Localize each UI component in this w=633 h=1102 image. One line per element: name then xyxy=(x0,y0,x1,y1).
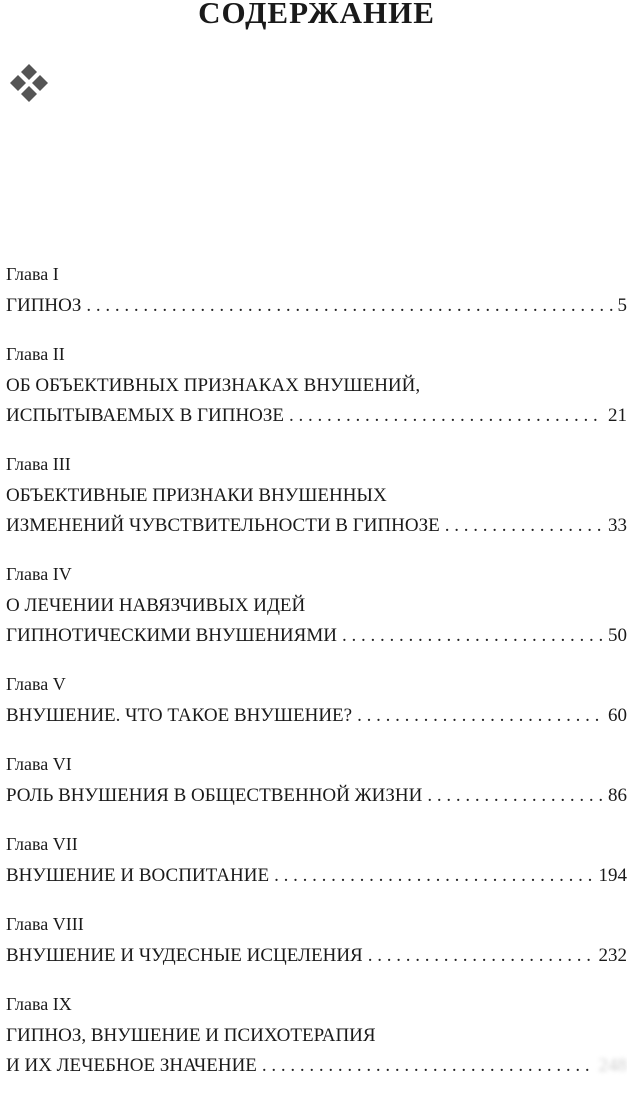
chapter-title: ВНУШЕНИЕ И ЧУДЕСНЫЕ ИСЦЕЛЕНИЯ xyxy=(6,945,363,966)
chapter-label: Глава II xyxy=(6,344,65,364)
chapter-label: Глава VIII xyxy=(6,914,84,934)
chapter-title: ВНУШЕНИЕ И ВОСПИТАНИЕ xyxy=(6,865,270,886)
dot-leader xyxy=(289,401,603,431)
four-diamond-ornament-icon xyxy=(8,62,50,104)
chapter-title: ИЗМЕНЕНИЙ ЧУВСТВИТЕЛЬНОСТИ В ГИПНОЗЕ xyxy=(6,515,440,536)
dot-leader xyxy=(342,621,603,651)
chapter-label: Глава III xyxy=(6,454,71,474)
page-number: 86 xyxy=(608,785,627,806)
entry-line xyxy=(6,621,627,651)
entry-line xyxy=(6,291,627,321)
entry-line xyxy=(6,401,627,431)
dot-leader xyxy=(445,511,603,541)
page-number: 5 xyxy=(617,295,627,316)
chapter-title: ГИПНОТИЧЕСКИМИ ВНУШЕНИЯМИ xyxy=(6,625,337,646)
page-title: СОДЕРЖАНИЕ xyxy=(198,0,435,30)
page-number: 21 xyxy=(608,405,627,426)
toc-entry-chapter-8[interactable] xyxy=(6,912,627,971)
entry-line xyxy=(6,941,627,971)
entry-line xyxy=(6,861,627,891)
chapter-title-line: ОБ ОБЪЕКТИВНЫХ ПРИЗНАКАХ ВНУШЕНИЙ, xyxy=(6,375,421,396)
page-number: 33 xyxy=(608,515,627,536)
toc-entry-chapter-2[interactable] xyxy=(6,342,627,431)
chapter-label: Глава V xyxy=(6,674,66,694)
chapter-label: Глава I xyxy=(6,264,59,284)
chapter-title: ВНУШЕНИЕ. ЧТО ТАКОЕ ВНУШЕНИЕ? xyxy=(6,705,353,726)
chapter-title: ГИПНОЗ xyxy=(6,295,82,316)
chapter-title-line: ГИПНОЗ, ВНУШЕНИЕ И ПСИХОТЕРАПИЯ xyxy=(6,1025,376,1046)
chapter-label: Глава IV xyxy=(6,564,72,584)
page-number: 248 xyxy=(598,1055,627,1076)
toc-entry-chapter-3[interactable] xyxy=(6,452,627,541)
page-number: 50 xyxy=(608,625,627,646)
dot-leader xyxy=(368,941,594,971)
entry-line xyxy=(6,781,627,811)
chapter-title-line: ОБЪЕКТИВНЫЕ ПРИЗНАКИ ВНУШЕННЫХ xyxy=(6,485,387,506)
toc-entry-chapter-4[interactable] xyxy=(6,562,627,651)
toc-entry-chapter-6[interactable] xyxy=(6,752,627,811)
toc-entry-chapter-7[interactable] xyxy=(6,832,627,891)
chapter-title: РОЛЬ ВНУШЕНИЯ В ОБЩЕСТВЕННОЙ ЖИЗНИ xyxy=(6,785,423,806)
page-number: 60 xyxy=(608,705,627,726)
table-of-contents xyxy=(6,262,627,1102)
toc-entry-chapter-9[interactable] xyxy=(6,992,627,1081)
dot-leader xyxy=(86,291,612,321)
chapter-label: Глава IX xyxy=(6,994,72,1014)
entry-line xyxy=(6,511,627,541)
chapter-title: ИСПЫТЫВАЕМЫХ В ГИПНОЗЕ xyxy=(6,405,285,426)
dot-leader xyxy=(357,701,603,731)
page-number: 232 xyxy=(598,945,627,966)
page-number: 194 xyxy=(598,865,627,886)
chapter-label: Глава VI xyxy=(6,754,72,774)
chapter-label: Глава VII xyxy=(6,834,78,854)
dot-leader xyxy=(274,861,593,891)
entry-line xyxy=(6,1051,627,1081)
chapter-title: И ИХ ЛЕЧЕБНОЕ ЗНАЧЕНИЕ xyxy=(6,1055,257,1076)
dot-leader xyxy=(427,781,603,811)
entry-line xyxy=(6,701,627,731)
toc-entry-chapter-5[interactable] xyxy=(6,672,627,731)
toc-entry-chapter-1[interactable] xyxy=(6,262,627,321)
dot-leader xyxy=(262,1051,594,1081)
chapter-title-line: О ЛЕЧЕНИИ НАВЯЗЧИВЫХ ИДЕЙ xyxy=(6,595,306,616)
